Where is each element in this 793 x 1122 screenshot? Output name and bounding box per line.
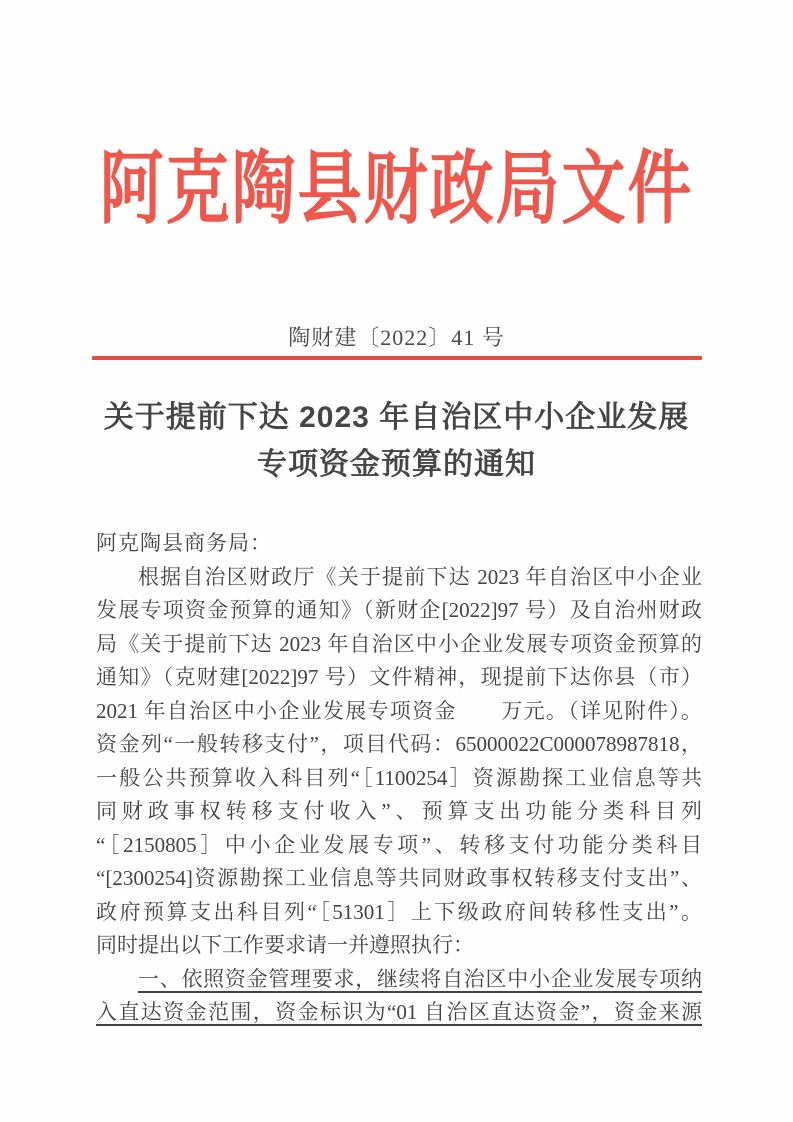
body-line: 政府预算支出科目列“［51301］上下级政府间转移性支出”。 (96, 899, 702, 924)
body-line: 通知》（克财建[2022]97 号）文件精神，现提前下达你县（市） (96, 665, 702, 689)
agency-header-title: 阿克陶县财政局文件 (99, 144, 694, 234)
document-number: 陶财建〔2022〕41 号 (288, 325, 505, 350)
body-line: 入直达资金范围，资金标识为“01 自治区直达资金”，资金来源 (96, 1000, 702, 1024)
body-line: 发展专项资金预算的通知》（新财企[2022]97 号）及自治州财政 (96, 598, 702, 622)
body-line: 根据自治区财政厅《关于提前下达 2023 年自治区中小企业 (138, 564, 702, 589)
body-line: 一般公共预算收入科目列“［1100254］资源勘探工业信息等共 (96, 765, 702, 790)
body-line: 同财政事权转移支付收入”、预算支出功能分类科目列 (96, 799, 702, 823)
document-title (0, 394, 793, 488)
body-line: 2021 年自治区中小企业发展专项资金 万元。（详见附件）。 (96, 698, 702, 723)
document-body (96, 527, 702, 1030)
body-line: “[2300254]资源勘探工业信息等共同财政事权转移支付支出”、 (96, 866, 702, 890)
body-line: 资金列“一般转移支付”，项目代码：65000022C000078987818， (96, 732, 702, 756)
addressee-line: 阿克陶县商务局： (96, 531, 272, 555)
document-title-line2: 专项资金预算的通知 (257, 448, 536, 481)
body-line: “［2150805］中小企业发展专项”、转移支付功能分类科目 (96, 832, 702, 857)
body-line: 局《关于提前下达 2023 年自治区中小企业发展专项资金预算的 (96, 631, 702, 656)
red-header-rule (92, 356, 702, 360)
document-title-line1: 关于提前下达 2023 年自治区中小企业发展 (103, 401, 690, 434)
body-lines (96, 561, 702, 1030)
body-line: 同时提出以下工作要求请一并遵照执行： (96, 933, 474, 957)
body-line: 一、依照资金管理要求，继续将自治区中小企业发展专项纳 (138, 966, 702, 991)
